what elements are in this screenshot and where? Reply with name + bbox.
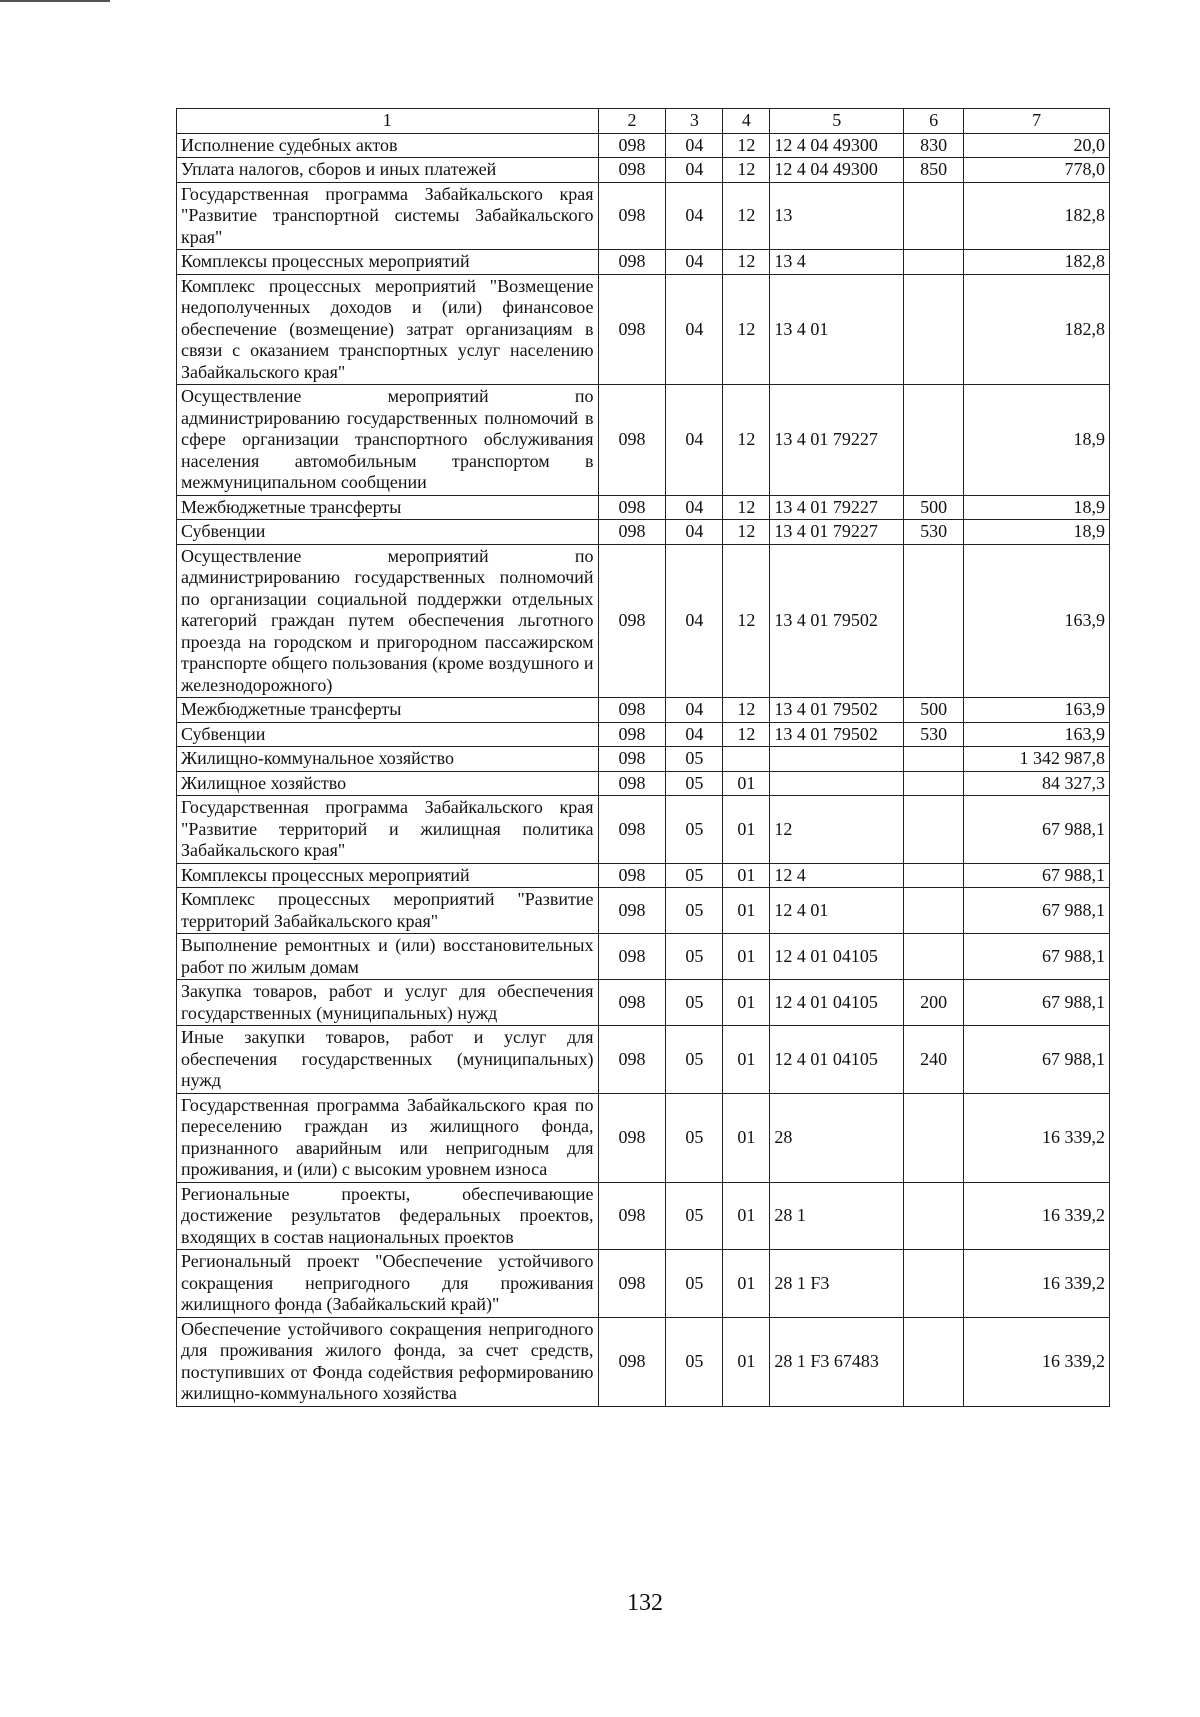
amount-cell: 18,9 [964, 520, 1110, 545]
amount-cell: 18,9 [964, 495, 1110, 520]
table-row [177, 274, 1110, 385]
expense-type-cell: 240 [904, 1026, 964, 1094]
subsection-cell [723, 747, 770, 772]
expense-type-cell [904, 385, 964, 496]
expense-type-cell: 830 [904, 133, 964, 158]
subsection-cell: 12 [723, 544, 770, 698]
row-name-cell: Жилищное хозяйство [177, 771, 599, 796]
row-name-cell: Иные закупки товаров, работ и услуг для обеспечения государственных (муниципальных) нужд [177, 1026, 599, 1094]
target-article-cell: 12 4 04 49300 [770, 158, 904, 183]
target-article-cell: 13 4 01 79502 [770, 722, 904, 747]
admin-code-cell: 098 [598, 385, 666, 496]
admin-code-cell: 098 [598, 1026, 666, 1094]
admin-code-cell: 098 [598, 698, 666, 723]
admin-code-cell: 098 [598, 274, 666, 385]
subsection-cell: 12 [723, 182, 770, 250]
admin-code-cell: 098 [598, 888, 666, 934]
row-name-cell: Обеспечение устойчивого сокращения непригодного для проживания жилого фонда, за счет средств, поступивших от Фонда содействия реформированию жилищно-коммунального хозяйства [177, 1317, 599, 1406]
target-article-cell [770, 771, 904, 796]
row-name-cell: Осуществление мероприятий по администрированию государственных полномочий в сфере организации транспортного обслуживания населения автомобильным транспортом в межмуниципальном сообщении [177, 385, 599, 496]
amount-cell: 18,9 [964, 385, 1110, 496]
section-cell: 05 [666, 863, 723, 888]
subsection-cell: 01 [723, 934, 770, 980]
section-cell: 05 [666, 771, 723, 796]
amount-cell: 67 988,1 [964, 934, 1110, 980]
row-name-cell: Уплата налогов, сборов и иных платежей [177, 158, 599, 183]
admin-code-cell: 098 [598, 1093, 666, 1182]
amount-cell: 20,0 [964, 133, 1110, 158]
header-cell: 3 [666, 109, 723, 134]
admin-code-cell: 098 [598, 934, 666, 980]
expense-type-cell: 500 [904, 698, 964, 723]
subsection-cell: 01 [723, 888, 770, 934]
target-article-cell: 28 1 [770, 1182, 904, 1250]
subsection-cell: 01 [723, 1093, 770, 1182]
subsection-cell: 01 [723, 1182, 770, 1250]
expense-type-cell [904, 747, 964, 772]
admin-code-cell: 098 [598, 1182, 666, 1250]
amount-cell: 163,9 [964, 698, 1110, 723]
amount-cell: 67 988,1 [964, 796, 1110, 864]
header-row [177, 109, 1110, 134]
table-row [177, 385, 1110, 496]
row-name-cell: Субвенции [177, 722, 599, 747]
section-cell: 05 [666, 1317, 723, 1406]
admin-code-cell: 098 [598, 520, 666, 545]
amount-cell: 16 339,2 [964, 1317, 1110, 1406]
expense-type-cell: 850 [904, 158, 964, 183]
budget-table [176, 108, 1110, 1407]
target-article-cell: 12 4 04 49300 [770, 133, 904, 158]
row-name-cell: Региональные проекты, обеспечивающие достижение результатов федеральных проектов, входящих в состав национальных проектов [177, 1182, 599, 1250]
expense-type-cell [904, 1250, 964, 1318]
table-row [177, 888, 1110, 934]
subsection-cell: 12 [723, 698, 770, 723]
row-name-cell: Субвенции [177, 520, 599, 545]
section-cell: 04 [666, 544, 723, 698]
row-name-cell: Комплексы процессных мероприятий [177, 250, 599, 275]
header-cell: 4 [723, 109, 770, 134]
header-cell: 6 [904, 109, 964, 134]
target-article-cell: 13 4 01 79227 [770, 520, 904, 545]
table-row [177, 495, 1110, 520]
row-name-cell: Межбюджетные трансферты [177, 495, 599, 520]
section-cell: 04 [666, 250, 723, 275]
table-row [177, 158, 1110, 183]
target-article-cell: 12 4 01 [770, 888, 904, 934]
target-article-cell: 28 [770, 1093, 904, 1182]
subsection-cell: 01 [723, 863, 770, 888]
admin-code-cell: 098 [598, 250, 666, 275]
page-number: 132 [627, 1590, 663, 1616]
table-row [177, 520, 1110, 545]
admin-code-cell: 098 [598, 544, 666, 698]
row-name-cell: Государственная программа Забайкальского края "Развитие территорий и жилищная политика Забайкальского края" [177, 796, 599, 864]
subsection-cell: 12 [723, 520, 770, 545]
target-article-cell: 13 4 01 79502 [770, 698, 904, 723]
row-name-cell: Комплекс процессных мероприятий "Возмещение недополученных доходов и (или) финансовое обеспечение (возмещение) затрат организациям в связи с оказанием транспортных услуг населению Забайкальского края" [177, 274, 599, 385]
admin-code-cell: 098 [598, 158, 666, 183]
row-name-cell: Комплекс процессных мероприятий "Развитие территорий Забайкальского края" [177, 888, 599, 934]
subsection-cell: 01 [723, 1026, 770, 1094]
target-article-cell: 28 1 F3 67483 [770, 1317, 904, 1406]
admin-code-cell: 098 [598, 796, 666, 864]
amount-cell: 1 342 987,8 [964, 747, 1110, 772]
section-cell: 04 [666, 182, 723, 250]
amount-cell: 67 988,1 [964, 888, 1110, 934]
row-name-cell: Государственная программа Забайкальского края "Развитие транспортной системы Забайкальского края" [177, 182, 599, 250]
subsection-cell: 12 [723, 495, 770, 520]
header-cell: 2 [598, 109, 666, 134]
section-cell: 05 [666, 1093, 723, 1182]
target-article-cell: 13 4 01 79227 [770, 385, 904, 496]
table-row [177, 133, 1110, 158]
table-row [177, 1182, 1110, 1250]
table-row [177, 1093, 1110, 1182]
expense-type-cell [904, 1182, 964, 1250]
table-row [177, 980, 1110, 1026]
subsection-cell: 01 [723, 980, 770, 1026]
table-row [177, 250, 1110, 275]
expense-type-cell [904, 182, 964, 250]
row-name-cell: Осуществление мероприятий по администрированию государственных полномочий по организации социальной поддержки отдельных категорий граждан путем обеспечения льготного проезда на городском и пригородном пассажирском транспорте общего пользования (кроме воздушного и железнодорожного) [177, 544, 599, 698]
amount-cell: 16 339,2 [964, 1250, 1110, 1318]
amount-cell: 182,8 [964, 250, 1110, 275]
expense-type-cell: 530 [904, 520, 964, 545]
amount-cell: 16 339,2 [964, 1093, 1110, 1182]
section-cell: 04 [666, 520, 723, 545]
admin-code-cell: 098 [598, 747, 666, 772]
amount-cell: 67 988,1 [964, 1026, 1110, 1094]
amount-cell: 163,9 [964, 722, 1110, 747]
target-article-cell [770, 747, 904, 772]
expense-type-cell [904, 863, 964, 888]
expense-type-cell [904, 888, 964, 934]
target-article-cell: 12 4 01 04105 [770, 1026, 904, 1094]
target-article-cell: 12 4 [770, 863, 904, 888]
section-cell: 04 [666, 698, 723, 723]
table-body [177, 133, 1110, 1406]
table-row [177, 1317, 1110, 1406]
table-row [177, 182, 1110, 250]
amount-cell: 182,8 [964, 274, 1110, 385]
section-cell: 05 [666, 1182, 723, 1250]
admin-code-cell: 098 [598, 980, 666, 1026]
row-name-cell: Региональный проект "Обеспечение устойчивого сокращения непригодного для проживания жилищного фонда (Забайкальский край)" [177, 1250, 599, 1318]
admin-code-cell: 098 [598, 182, 666, 250]
admin-code-cell: 098 [598, 133, 666, 158]
target-article-cell: 13 4 01 [770, 274, 904, 385]
table-row [177, 1250, 1110, 1318]
subsection-cell: 12 [723, 133, 770, 158]
amount-cell: 182,8 [964, 182, 1110, 250]
admin-code-cell: 098 [598, 863, 666, 888]
amount-cell: 67 988,1 [964, 980, 1110, 1026]
section-cell: 04 [666, 495, 723, 520]
admin-code-cell: 098 [598, 722, 666, 747]
amount-cell: 84 327,3 [964, 771, 1110, 796]
amount-cell: 16 339,2 [964, 1182, 1110, 1250]
target-article-cell: 13 4 01 79502 [770, 544, 904, 698]
row-name-cell: Государственная программа Забайкальского края по переселению граждан из жилищного фонда, признанного аварийным или непригодным для проживания, и (или) с высоким уровнем износа [177, 1093, 599, 1182]
table-row [177, 722, 1110, 747]
admin-code-cell: 098 [598, 1250, 666, 1318]
amount-cell: 67 988,1 [964, 863, 1110, 888]
section-cell: 05 [666, 747, 723, 772]
row-name-cell: Межбюджетные трансферты [177, 698, 599, 723]
expense-type-cell [904, 1093, 964, 1182]
table-row [177, 1026, 1110, 1094]
expense-type-cell [904, 274, 964, 385]
subsection-cell: 12 [723, 722, 770, 747]
subsection-cell: 01 [723, 796, 770, 864]
subsection-cell: 12 [723, 274, 770, 385]
table-row [177, 934, 1110, 980]
expense-type-cell: 200 [904, 980, 964, 1026]
expense-type-cell: 500 [904, 495, 964, 520]
target-article-cell: 12 4 01 04105 [770, 934, 904, 980]
expense-type-cell [904, 250, 964, 275]
expense-type-cell: 530 [904, 722, 964, 747]
section-cell: 05 [666, 1026, 723, 1094]
section-cell: 04 [666, 133, 723, 158]
row-name-cell: Выполнение ремонтных и (или) восстановительных работ по жилым домам [177, 934, 599, 980]
section-cell: 04 [666, 158, 723, 183]
amount-cell: 778,0 [964, 158, 1110, 183]
section-cell: 05 [666, 796, 723, 864]
target-article-cell: 12 [770, 796, 904, 864]
table-row [177, 544, 1110, 698]
subsection-cell: 01 [723, 771, 770, 796]
target-article-cell: 13 4 01 79227 [770, 495, 904, 520]
section-cell: 05 [666, 1250, 723, 1318]
section-cell: 04 [666, 274, 723, 385]
subsection-cell: 12 [723, 158, 770, 183]
expense-type-cell [904, 1317, 964, 1406]
expense-type-cell [904, 796, 964, 864]
table-row [177, 747, 1110, 772]
target-article-cell: 12 4 01 04105 [770, 980, 904, 1026]
admin-code-cell: 098 [598, 771, 666, 796]
section-cell: 04 [666, 722, 723, 747]
header-cell: 1 [177, 109, 599, 134]
subsection-cell: 12 [723, 385, 770, 496]
admin-code-cell: 098 [598, 495, 666, 520]
admin-code-cell: 098 [598, 1317, 666, 1406]
subsection-cell: 01 [723, 1317, 770, 1406]
expense-type-cell [904, 544, 964, 698]
row-name-cell: Исполнение судебных актов [177, 133, 599, 158]
section-cell: 04 [666, 385, 723, 496]
row-name-cell: Жилищно-коммунальное хозяйство [177, 747, 599, 772]
subsection-cell: 12 [723, 250, 770, 275]
table-row [177, 863, 1110, 888]
row-name-cell: Комплексы процессных мероприятий [177, 863, 599, 888]
expense-type-cell [904, 934, 964, 980]
table-row [177, 698, 1110, 723]
table-row [177, 771, 1110, 796]
subsection-cell: 01 [723, 1250, 770, 1318]
row-name-cell: Закупка товаров, работ и услуг для обеспечения государственных (муниципальных) нужд [177, 980, 599, 1026]
header-cell: 7 [964, 109, 1110, 134]
section-cell: 05 [666, 980, 723, 1026]
target-article-cell: 13 4 [770, 250, 904, 275]
section-cell: 05 [666, 888, 723, 934]
amount-cell: 163,9 [964, 544, 1110, 698]
scan-edge-line [0, 0, 110, 2]
section-cell: 05 [666, 934, 723, 980]
target-article-cell: 28 1 F3 [770, 1250, 904, 1318]
expense-type-cell [904, 771, 964, 796]
target-article-cell: 13 [770, 182, 904, 250]
header-cell: 5 [770, 109, 904, 134]
table-row [177, 796, 1110, 864]
